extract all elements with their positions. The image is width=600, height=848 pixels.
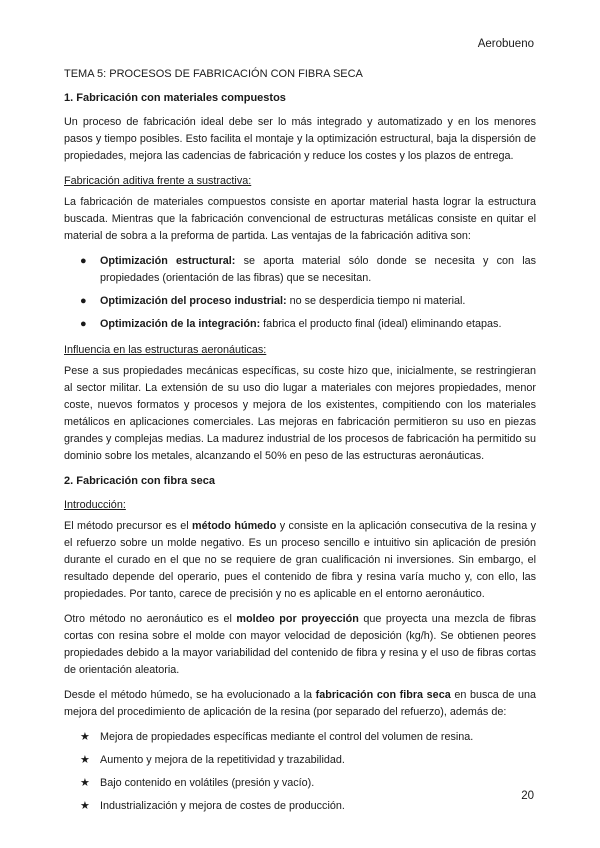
list-item: ★ Mejora de propiedades específicas mediante el control del volumen de resina. xyxy=(64,729,536,746)
star-icon: ★ xyxy=(80,800,90,812)
subheading-additive: Fabricación aditiva frente a sustractiva: xyxy=(64,175,252,187)
bullet-dot-icon: ● xyxy=(80,255,87,267)
page-number: 20 xyxy=(521,790,534,802)
subheading-intro: Introducción: xyxy=(64,499,126,511)
page-body xyxy=(64,66,536,824)
list-item: ★ Bajo contenido en volátiles (presión y vacío). xyxy=(64,775,536,792)
list-item: ● Optimización de la integración: fabrica el producto final (ideal) eliminando etapas. xyxy=(64,316,536,333)
aeronautical-paragraph: Pese a sus propiedades mecánicas específicas, su coste hizo que, inicialmente, se restringieran al sector militar. La extensión de su uso dio lugar a materiales con mejores propiedades, menor coste, nuevos formatos y procesos y mejora de los existentes, compitiendo con los materiales metálicos en aplicaciones comerciales. Las mejoras en fabricación permitieron su uso en piezas grandes y complejas medias. La madurez industrial de los procesos de fabricación ha permitido su dominio sobre los metales, alcanzando el 50% en peso de las estructuras aeronáuticas. xyxy=(64,365,536,462)
bullet-dot-icon: ● xyxy=(80,318,87,330)
chapter-title: TEMA 5: PROCESOS DE FABRICACIÓN CON FIBRA SECA xyxy=(64,68,363,80)
list-item: ● Optimización estructural: se aporta material sólo donde se necesita y con las propiedades (orientación de las fibras) que se necesitan. xyxy=(80,255,536,284)
wet-method-paragraph: El método precursor es el método húmedo y consiste en la aplicación consecutiva de la resina y el refuerzo sobre un molde negativo. Es un proceso sencillo e intuitivo sin aplicación de presión durante el curado en el que no se requiere de gran cualificación ni inversiones. Sin embargo, el resultado depende del operario, pues el contenido de fibra y resina varía mucho y, con ello, las propiedades. Por tanto, carece de precisión y no es aplicable en el entorno aeronáutico. xyxy=(64,520,536,600)
section-1-heading: 1. Fabricación con materiales compuestos xyxy=(64,92,286,104)
list-item: ● Optimización del proceso industrial: no se desperdicia tiempo ni material. xyxy=(64,293,536,310)
spray-paragraph: Otro método no aeronáutico es el moldeo por proyección que proyecta una mezcla de fibras cortas con resina sobre el molde con mayor velocidad de deposición (kg/h). Se obtienen peores propiedades debido a la mayor variabilidad del contenido de fibra y resina y el uso de fibras cortas de orientación aleatoria. xyxy=(64,613,536,676)
additive-paragraph: La fabricación de materiales compuestos consiste en aportar material hasta lograr la estructura buscada. Mientras que la fabricación convencional de estructuras metálicas consiste en quitar el material de sobra a la preforma de partida. Las ventajas de la fabricación aditiva son: xyxy=(64,196,536,242)
star-icon: ★ xyxy=(80,731,90,743)
dry-fibre-paragraph: Desde el método húmedo, se ha evolucionado a la fabricación con fibra seca en busca de una mejora del procedimiento de aplicación de la resina (por separado del refuerzo), además de: xyxy=(64,689,537,718)
advantages-list xyxy=(64,253,536,333)
star-icon: ★ xyxy=(80,777,90,789)
document-header: Aerobueno xyxy=(477,38,534,50)
star-icon: ★ xyxy=(80,754,90,766)
list-item: ★ Industrialización y mejora de costes de producción. xyxy=(64,798,536,815)
list-item: ★ Aumento y mejora de la repetitividad y trazabilidad. xyxy=(64,752,536,769)
subheading-aeronautical: Influencia en las estructuras aeronáuticas: xyxy=(64,344,267,356)
bullet-dot-icon: ● xyxy=(80,295,87,307)
section-2-heading: 2. Fabricación con fibra seca xyxy=(64,475,216,487)
section-1-paragraph: Un proceso de fabricación ideal debe ser lo más integrado y automatizado y en los menores pasos y tiempo posibles. Esto facilita el montaje y la optimización estructural, baja la dispersión de propiedades, mejora las cadencias de fabricación y reduce los costes y los plazos de entrega. xyxy=(64,116,536,162)
improvements-list xyxy=(64,729,536,815)
